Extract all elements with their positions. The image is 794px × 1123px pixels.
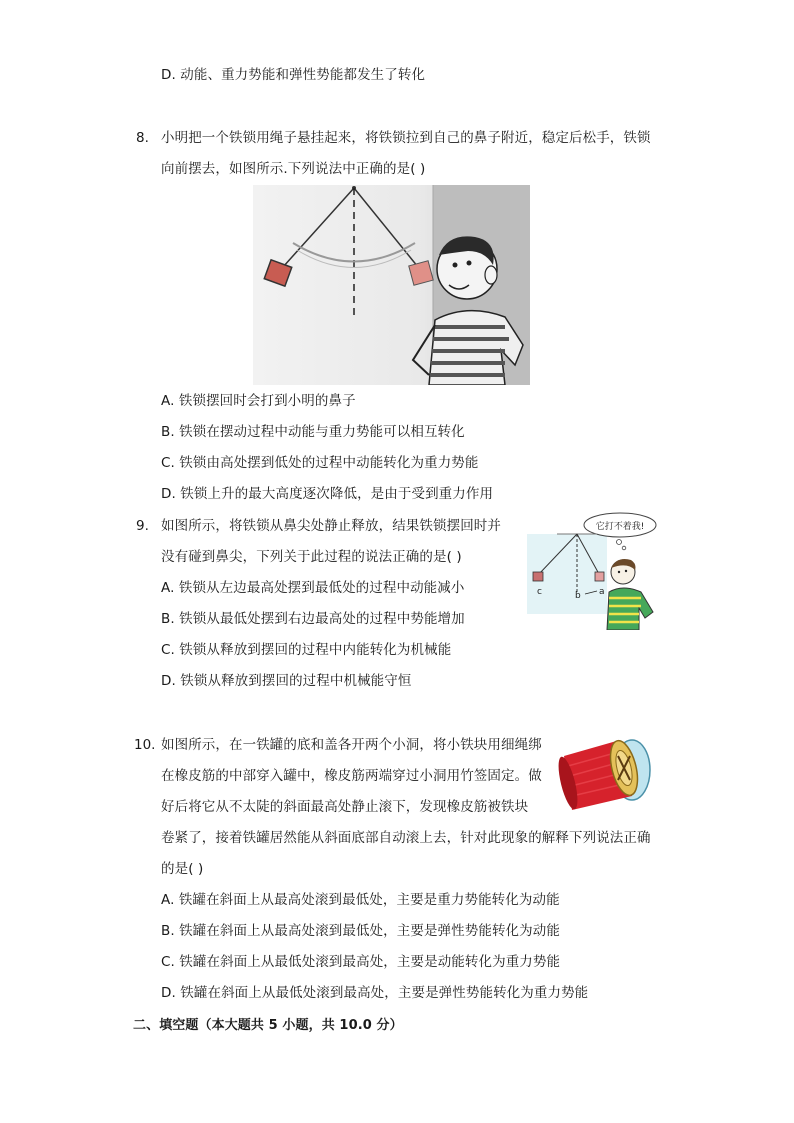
q10-option-d: D. 铁罐在斜面上从最低处滚到最高处，主要是弹性势能转化为重力势能 bbox=[161, 985, 589, 1001]
q10-number: 10. bbox=[134, 737, 156, 753]
q8-option-b: B. 铁锁在摆动过程中动能与重力势能可以相互转化 bbox=[161, 424, 465, 440]
q10-stem-line2: 在橡皮筋的中部穿入罐中，橡皮筋两端穿过小洞用竹签固定。做 bbox=[161, 768, 542, 784]
q9-bubble-text: 它打不着我! bbox=[595, 522, 645, 532]
q10-stem-line3: 好后将它从不太陡的斜面最高处静止滚下，发现橡皮筋被铁块 bbox=[161, 799, 529, 815]
q8-option-d: D. 铁锁上升的最大高度逐次降低，是由于受到重力作用 bbox=[161, 486, 494, 502]
q8-number: 8. bbox=[136, 130, 149, 146]
q10-figure-can bbox=[558, 726, 656, 814]
q10-option-b: B. 铁罐在斜面上从最高处滚到最低处，主要是弹性势能转化为动能 bbox=[161, 923, 560, 939]
q9-pendulum-illustration bbox=[527, 512, 658, 630]
q10-stem-line4: 卷紧了，接着铁罐居然能从斜面底部自动滚上去，针对此现象的解释下列说法正确 bbox=[161, 830, 651, 846]
q10-option-c: C. 铁罐在斜面上从最低处滚到最高处，主要是动能转化为重力势能 bbox=[161, 954, 561, 970]
q8-stem-line1: 小明把一个铁锁用绳子悬挂起来，将铁锁拉到自己的鼻子附近，稳定后松手，铁锁 bbox=[161, 130, 651, 146]
q9-label-c: c bbox=[537, 587, 542, 597]
q10-stem-line1: 如图所示，在一铁罐的底和盖各开两个小洞，将小铁块用细绳绑 bbox=[161, 737, 542, 753]
q9-option-a: A. 铁锁从左边最高处摆到最低处的过程中动能减小 bbox=[161, 580, 465, 596]
q9-number: 9. bbox=[136, 518, 149, 534]
q8-stem-line2: 向前摆去，如图所示.下列说法中正确的是( ) bbox=[161, 161, 426, 177]
q8-pendulum-illustration bbox=[253, 185, 530, 385]
q9-figure-pendulum bbox=[527, 512, 658, 630]
q9-option-b: B. 铁锁从最低处摆到右边最高处的过程中势能增加 bbox=[161, 611, 465, 627]
q9-label-a: a bbox=[599, 587, 605, 597]
q9-stem-line1: 如图所示，将铁锁从鼻尖处静止释放，结果铁锁摆回时并 bbox=[161, 518, 501, 534]
q9-label-b: b bbox=[575, 591, 581, 601]
q8-figure-pendulum bbox=[253, 185, 530, 385]
section-fill-in-title: 二、填空题（本大题共 5 小题，共 10.0 分） bbox=[133, 1018, 403, 1033]
q10-can-illustration bbox=[558, 726, 656, 814]
q7-option-d: D. 动能、重力势能和弹性势能都发生了转化 bbox=[161, 67, 426, 83]
q10-option-a: A. 铁罐在斜面上从最高处滚到最低处，主要是重力势能转化为动能 bbox=[161, 892, 560, 908]
q8-option-c: C. 铁锁由高处摆到低处的过程中动能转化为重力势能 bbox=[161, 455, 479, 471]
q8-option-a: A. 铁锁摆回时会打到小明的鼻子 bbox=[161, 393, 356, 409]
q10-stem-line5: 的是( ) bbox=[161, 861, 204, 877]
q9-option-d: D. 铁锁从释放到摆回的过程中机械能守恒 bbox=[161, 673, 412, 689]
q9-option-c: C. 铁锁从释放到摆回的过程中内能转化为机械能 bbox=[161, 642, 452, 658]
q9-stem-line2: 没有碰到鼻尖，下列关于此过程的说法正确的是( ) bbox=[161, 549, 462, 565]
